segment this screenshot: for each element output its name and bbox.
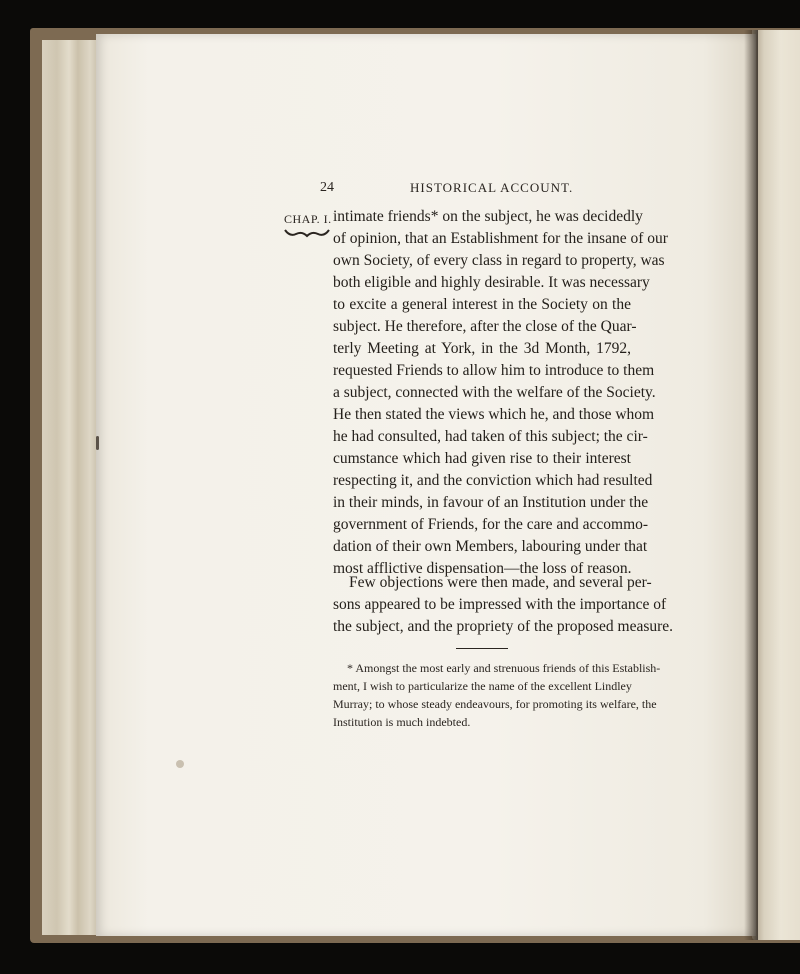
text-line: terly Meeting at York, in the 3d Month, 1792, (333, 340, 631, 357)
text-line: requested Friends to allow him to introduce to them (333, 362, 655, 379)
facing-page (752, 30, 800, 940)
running-head-title: HISTORICAL ACCOUNT. (410, 180, 574, 195)
text-line: Few objections were then made, and several per- (349, 574, 652, 591)
text-line: he had consulted, had taken of this subject; the cir- (333, 428, 648, 445)
running-head (320, 180, 640, 200)
text-line: dation of their own Members, labouring under that (333, 538, 648, 555)
text-line: of opinion, that an Establishment for the insane of our (333, 230, 668, 247)
paragraph-2 (333, 572, 674, 638)
text-line: to excite a general interest in the Society on the (333, 296, 631, 313)
chapter-label: CHAP. I. (284, 212, 332, 226)
gutter-shadow (744, 30, 758, 940)
footnote-line: Institution is much indebted. (333, 715, 471, 729)
text-line: a subject, connected with the welfare of the Society. (333, 384, 656, 401)
text-line: the subject, and the propriety of the proposed measure. (333, 618, 674, 635)
paper-spot (176, 760, 184, 768)
chapter-marginal-note (284, 212, 332, 242)
footnote-line: ment, I wish to particularize the name of the excellent Lindley (333, 679, 632, 693)
footnote-line: * Amongst the most early and strenuous friends of this Establish- (347, 661, 661, 675)
text-line: respecting it, and the conviction which had resulted (333, 472, 653, 489)
page-edges (42, 40, 102, 935)
page-number: 24 (320, 180, 334, 195)
text-line: cumstance which had given rise to their interest (333, 450, 631, 467)
text-line: own Society, of every class in regard to property, was (333, 252, 665, 269)
text-line: intimate friends* on the subject, he was decidedly (333, 208, 643, 225)
text-line: He then stated the views which he, and those whom (333, 406, 655, 423)
footnote-line: Murray; to whose steady endeavours, for promoting its welfare, the (333, 697, 657, 711)
footnote (333, 659, 661, 731)
text-line: in their minds, in favour of an Institution under the (333, 494, 649, 511)
paragraph-1 (333, 206, 668, 580)
paper-spot (96, 436, 99, 450)
text-line: sons appeared to be impressed with the importance of (333, 596, 667, 613)
footnote-rule (456, 648, 508, 649)
brace-ornament-icon (284, 228, 330, 238)
text-line: both eligible and highly desirable. It was necessary (333, 274, 650, 291)
text-line: government of Friends, for the care and accommo- (333, 516, 649, 533)
text-line: subject. He therefore, after the close of the Quar- (333, 318, 637, 335)
text-line: most afflictive dispensation—the loss of reason. (333, 560, 632, 577)
